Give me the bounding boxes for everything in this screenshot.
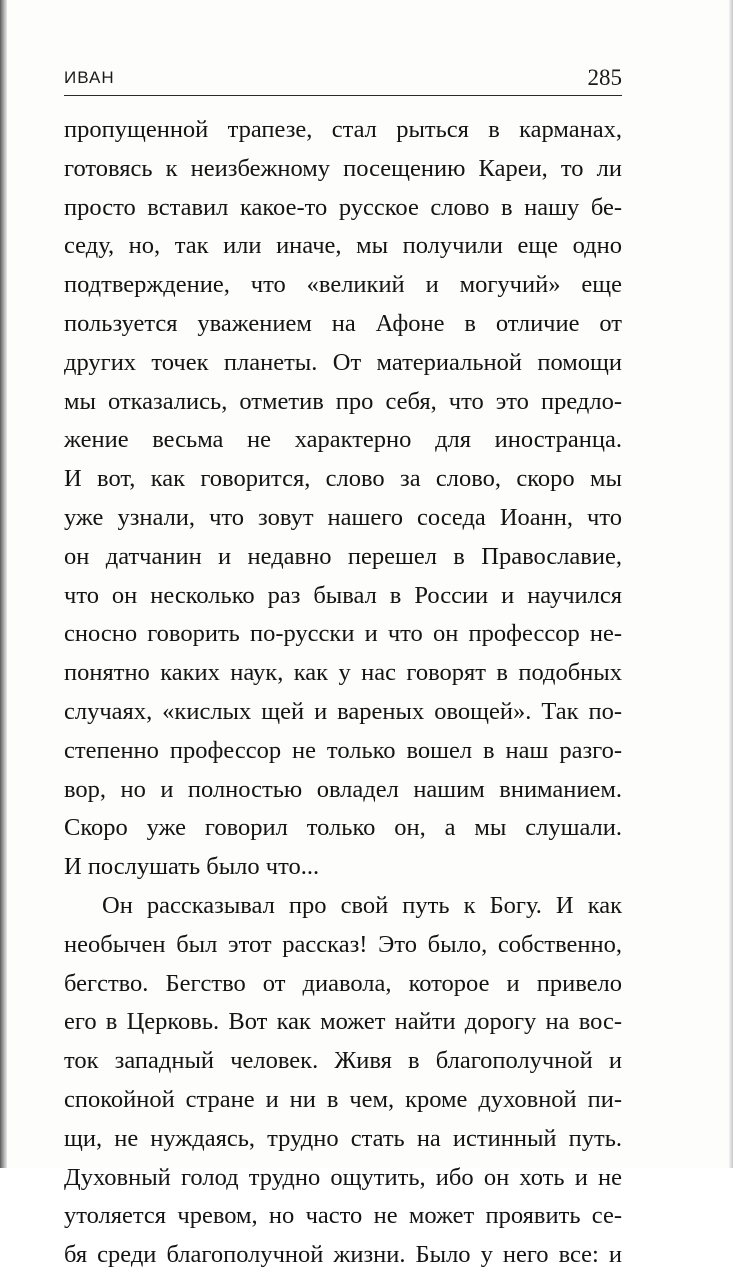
text-line: необычен был этот рассказ! Это было, собственно, [64,930,622,958]
text-line: И вот, как говорится, слово за слово, скоро мы [64,465,622,493]
text-line: Скоро уже говорил только он, а мы слушали. [64,814,622,842]
text-line: сносно говорить по-русски и что он профессор не- [64,620,622,648]
text-line: он датчанин и недавно перешел в Православие, [64,542,622,570]
text-line: уже узнали, что зовут нашего соседа Иоанн, что [64,503,622,531]
text-line: И послушать было что... [64,853,320,881]
text-line: его в Церковь. Вот как может найти дорогу на вос- [64,1008,622,1036]
page-binding-shadow [0,0,7,1168]
paragraph-2 [64,887,622,1275]
text-line: случаях, «кислых щей и вареных овощей». Так по- [64,697,622,725]
text-line: мы отказались, отметив про себя, что это предло- [64,387,622,415]
text-line: жение весьма не характерно для иностранца. [64,426,622,454]
text-line: степенно профессор не только вошел в наш разго- [64,736,622,764]
text-line: спокойной стране и ни в чем, кроме духовной пи- [64,1085,622,1113]
text-line: бегство. Бегство от диавола, которое и привело [64,969,622,997]
text-line: других точек планеты. От материальной помощи [64,348,622,376]
text-line: понятно каких наук, как у нас говорят в подобных [64,659,622,687]
text-line: пропущенной трапезе, стал рыться в карманах, [64,116,622,143]
text-line: седу, но, так или иначе, мы получили еще одно [64,232,622,260]
text-line: что он несколько раз бывал в России и научился [64,581,622,609]
page-edge-shadow [729,0,733,1168]
body-text [64,111,622,1275]
text-line: пользуется уважением на Афоне в отличие от [64,309,622,337]
text-line: просто вставил какое-то русское слово в нашу бе- [64,193,622,221]
text-line: Он рассказывал про свой путь к Богу. И как [102,891,622,919]
page-number: 285 [587,65,622,90]
running-title: ИВАН [64,68,115,87]
text-line: Духовный голод трудно ощутить, ибо он хоть и не [64,1163,622,1191]
text-line: подтверждение, что «великий и могучий» еще [64,271,622,299]
text-line: утоляется чревом, но часто не может проявить се- [64,1202,622,1230]
text-line: готовясь к неизбежному посещению Кареи, то ли [64,154,622,182]
text-line: вор, но и полностью овладел нашим вниманием. [64,775,622,803]
header-rule [64,95,622,96]
text-line: ток западный человек. Живя в благополучной и [64,1047,622,1075]
text-line: щи, не нуждаясь, трудно стать на истинный путь. [64,1124,622,1152]
running-head [64,66,622,96]
text-line: бя среди благополучной жизни. Было у него все: и [64,1241,622,1269]
paragraph-1 [64,111,622,887]
